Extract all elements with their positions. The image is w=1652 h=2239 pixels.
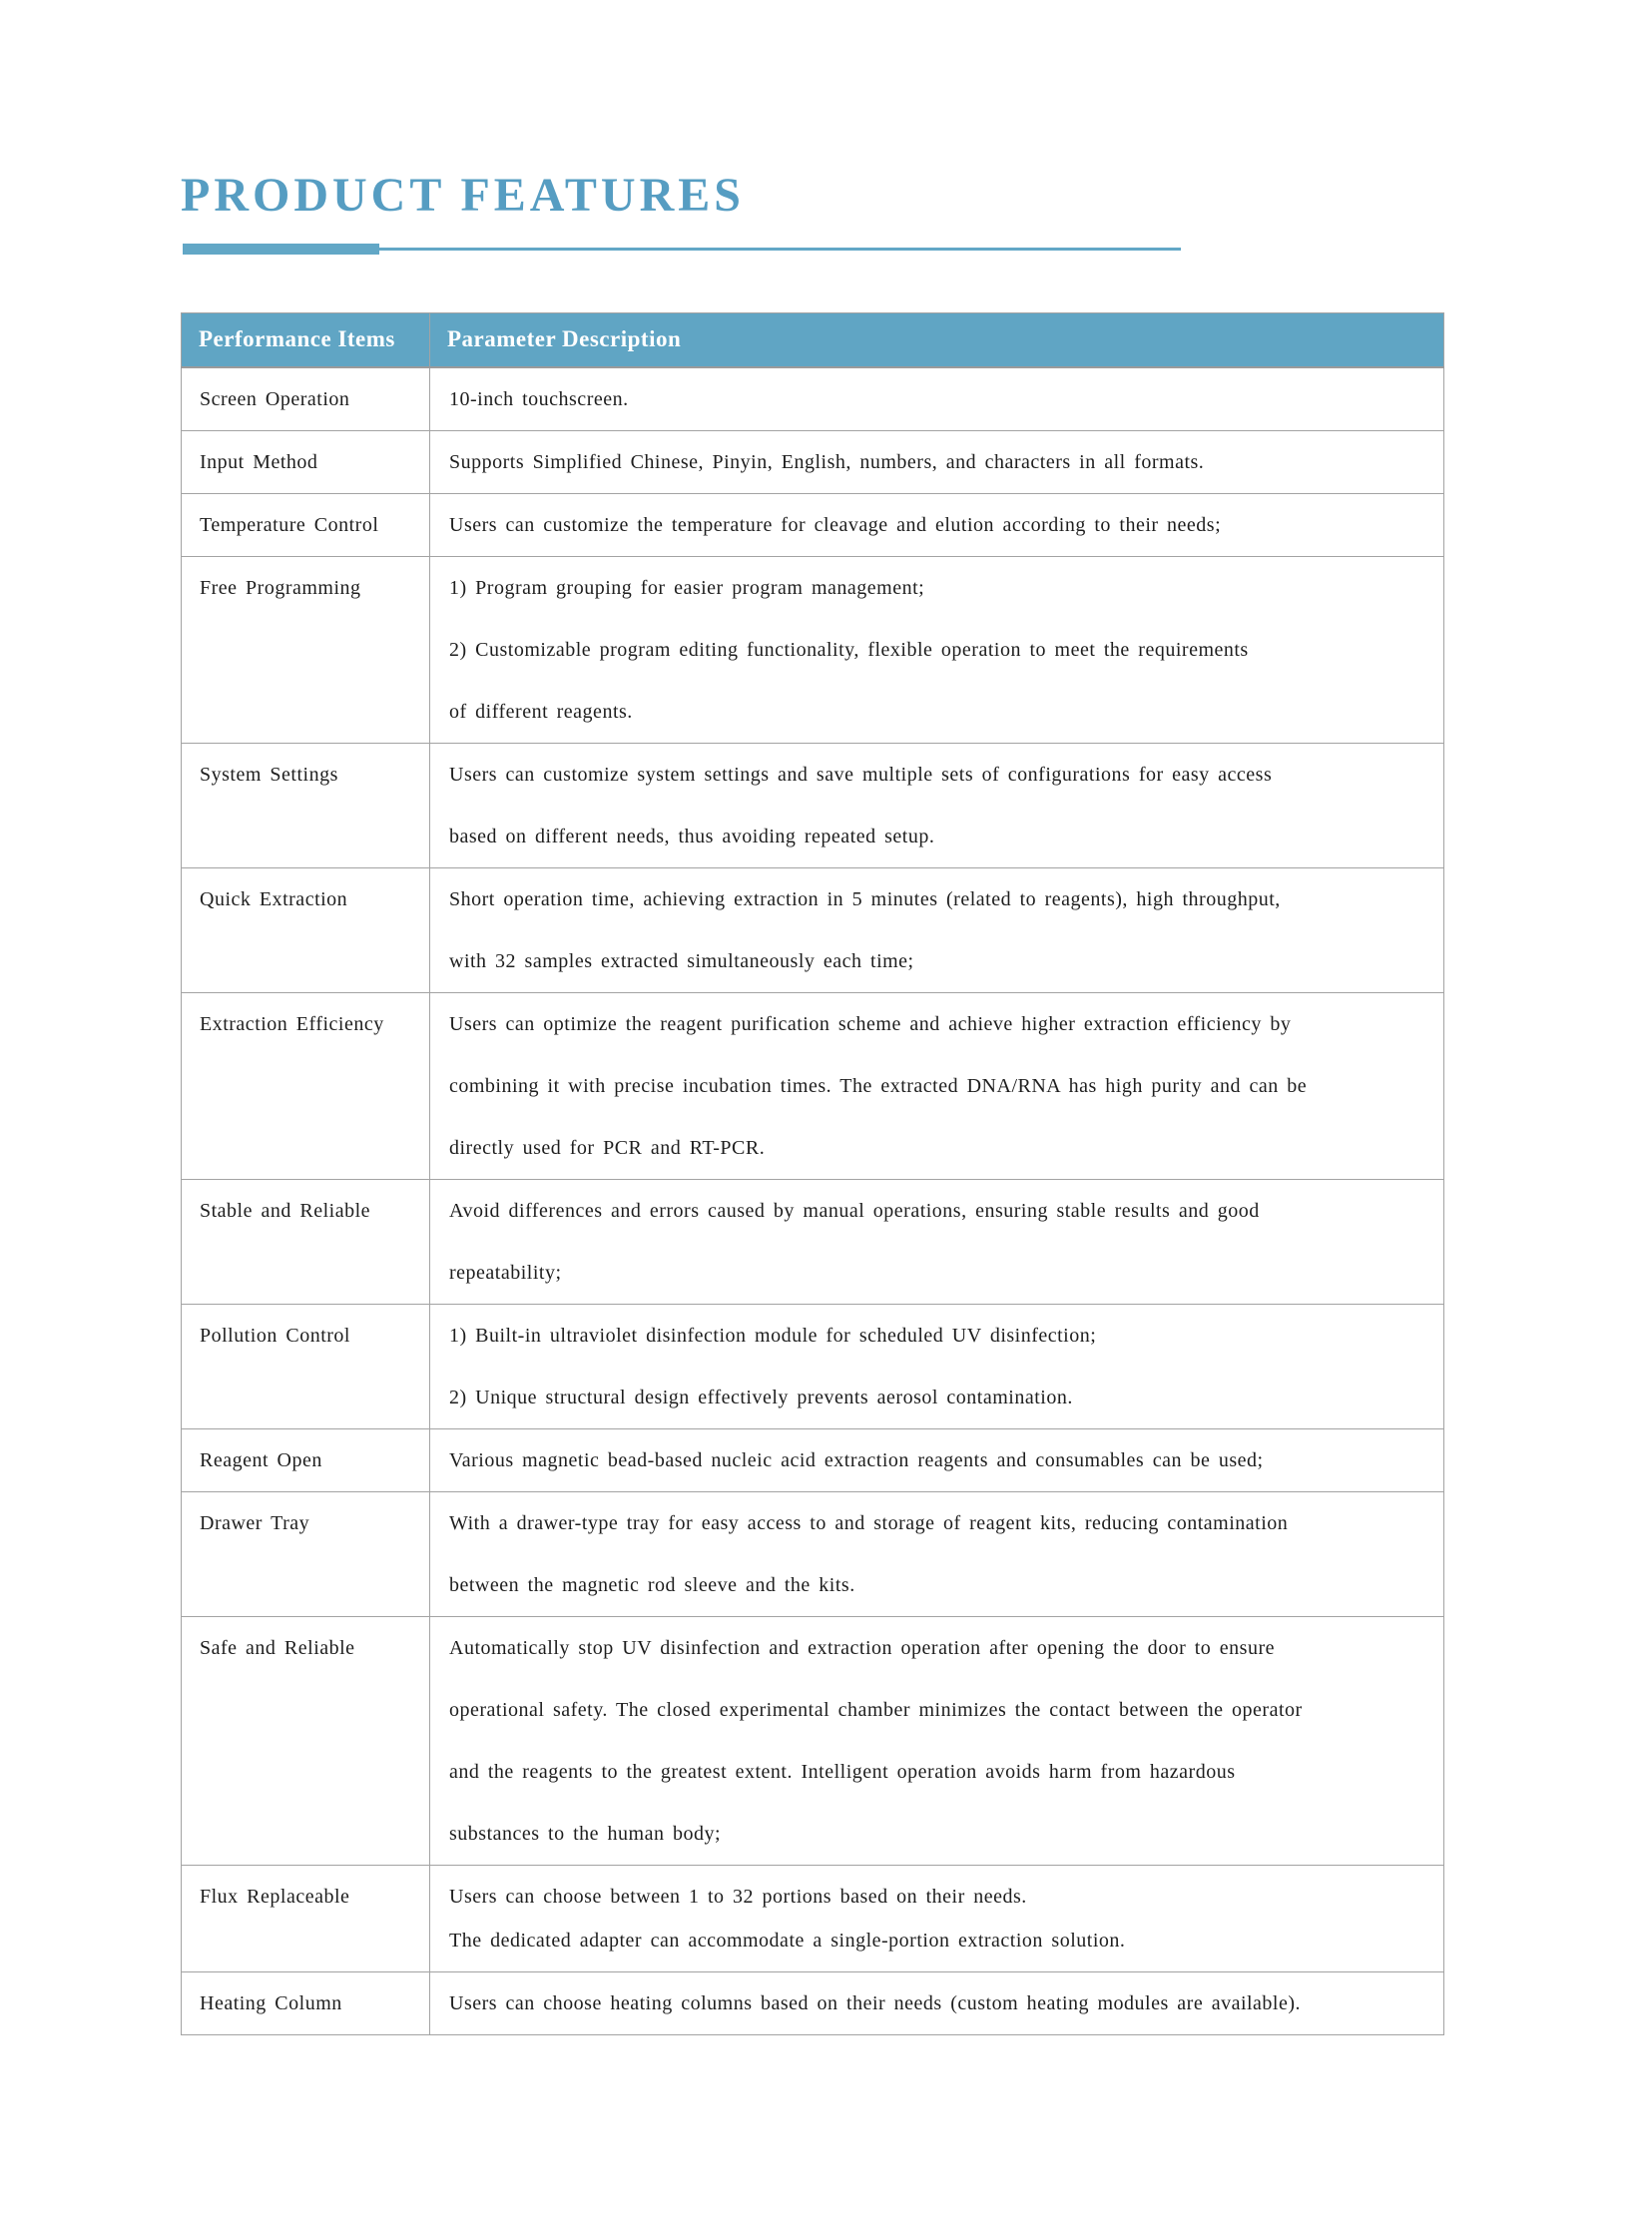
table-row — [182, 743, 1444, 867]
description-line: With a drawer-type tray for easy access to and storage of reagent kits, reducing contamination — [449, 1511, 1289, 1534]
performance-item-cell: Free Programming — [182, 556, 430, 743]
table-row — [182, 1491, 1444, 1616]
table-row — [182, 493, 1444, 556]
title-underline-thin — [379, 248, 1181, 251]
parameter-description-header: Parameter Description — [430, 313, 1444, 367]
description-line: 10-inch touchscreen. — [449, 387, 629, 410]
performance-item-cell: Drawer Tray — [182, 1491, 430, 1616]
description-line: Users can choose between 1 to 32 portions based on their needs. — [449, 1885, 1027, 1908]
product-features-table — [181, 312, 1444, 2035]
description-line: The dedicated adapter can accommodate a single-portion extraction solution. — [449, 1929, 1126, 1952]
description-line: Supports Simplified Chinese, Pinyin, English, numbers, and characters in all formats. — [449, 450, 1205, 473]
table-row — [182, 367, 1444, 431]
table-header — [182, 313, 1444, 367]
table-row — [182, 430, 1444, 493]
parameter-description-cell — [430, 1865, 1444, 1971]
performance-item-cell: Stable and Reliable — [182, 1179, 430, 1304]
performance-item-cell: Quick Extraction — [182, 867, 430, 992]
page-title: PRODUCT FEATURES — [181, 169, 745, 222]
performance-item-cell: Heating Column — [182, 1971, 430, 2034]
table-row — [182, 992, 1444, 1179]
table-row — [182, 1179, 1444, 1304]
parameter-description-cell — [430, 743, 1444, 867]
parameter-description-cell — [430, 992, 1444, 1179]
performance-item-cell: Flux Replaceable — [182, 1865, 430, 1971]
description-line: Short operation time, achieving extraction in 5 minutes (related to reagents), high throughput, — [449, 887, 1281, 910]
table-row — [182, 1304, 1444, 1428]
description-line: 2) Unique structural design effectively prevents aerosol contamination. — [449, 1386, 1073, 1408]
table-row — [182, 1971, 1444, 2034]
table-row — [182, 1616, 1444, 1865]
description-line: and the reagents to the greatest extent. Intelligent operation avoids harm from hazardous — [449, 1760, 1236, 1783]
performance-item-cell: Safe and Reliable — [182, 1616, 430, 1865]
description-line: combining it with precise incubation times. The extracted DNA/RNA has high purity and can be — [449, 1074, 1308, 1097]
performance-item-cell: Reagent Open — [182, 1428, 430, 1491]
description-line: Users can optimize the reagent purification scheme and achieve higher extraction efficiency by — [449, 1012, 1292, 1035]
description-line: Users can choose heating columns based on their needs (custom heating modules are available). — [449, 1991, 1302, 2014]
table-row — [182, 1865, 1444, 1971]
description-line: repeatability; — [449, 1261, 562, 1284]
parameter-description-cell — [430, 1304, 1444, 1428]
description-line: 1) Built-in ultraviolet disinfection module for scheduled UV disinfection; — [449, 1324, 1097, 1347]
performance-item-cell: Pollution Control — [182, 1304, 430, 1428]
parameter-description-cell — [430, 867, 1444, 992]
description-line: substances to the human body; — [449, 1822, 722, 1845]
parameter-description-cell — [430, 556, 1444, 743]
description-line: 2) Customizable program editing functionality, flexible operation to meet the requirements — [449, 638, 1249, 661]
description-line: with 32 samples extracted simultaneously each time; — [449, 949, 914, 972]
table-body — [182, 367, 1444, 2035]
parameter-description-cell — [430, 430, 1444, 493]
parameter-description-cell — [430, 1179, 1444, 1304]
description-line: directly used for PCR and RT-PCR. — [449, 1136, 766, 1159]
table-row — [182, 867, 1444, 992]
description-line: between the magnetic rod sleeve and the kits. — [449, 1573, 855, 1596]
parameter-description-cell — [430, 367, 1444, 431]
description-line: Automatically stop UV disinfection and extraction operation after opening the door to ensure — [449, 1636, 1275, 1659]
description-line: of different reagents. — [449, 700, 633, 723]
description-line: Users can customize system settings and save multiple sets of configurations for easy access — [449, 763, 1273, 786]
title-underline-thick — [183, 244, 379, 255]
parameter-description-cell — [430, 1971, 1444, 2034]
parameter-description-cell — [430, 1616, 1444, 1865]
table-row — [182, 556, 1444, 743]
performance-item-cell: System Settings — [182, 743, 430, 867]
parameter-description-cell — [430, 1428, 1444, 1491]
description-line: 1) Program grouping for easier program management; — [449, 576, 925, 599]
performance-item-cell: Extraction Efficiency — [182, 992, 430, 1179]
description-line: operational safety. The closed experimental chamber minimizes the contact between the operator — [449, 1698, 1303, 1721]
parameter-description-cell — [430, 1491, 1444, 1616]
performance-item-cell: Input Method — [182, 430, 430, 493]
description-line: based on different needs, thus avoiding repeated setup. — [449, 825, 935, 847]
performance-item-cell: Screen Operation — [182, 367, 430, 431]
table-header-row — [182, 313, 1444, 367]
performance-items-header: Performance Items — [182, 313, 430, 367]
description-line: Various magnetic bead-based nucleic acid extraction reagents and consumables can be used; — [449, 1448, 1264, 1471]
table-row — [182, 1428, 1444, 1491]
performance-item-cell: Temperature Control — [182, 493, 430, 556]
description-line: Users can customize the temperature for cleavage and elution according to their needs; — [449, 513, 1222, 536]
description-line: Avoid differences and errors caused by manual operations, ensuring stable results and good — [449, 1199, 1260, 1222]
parameter-description-cell — [430, 493, 1444, 556]
